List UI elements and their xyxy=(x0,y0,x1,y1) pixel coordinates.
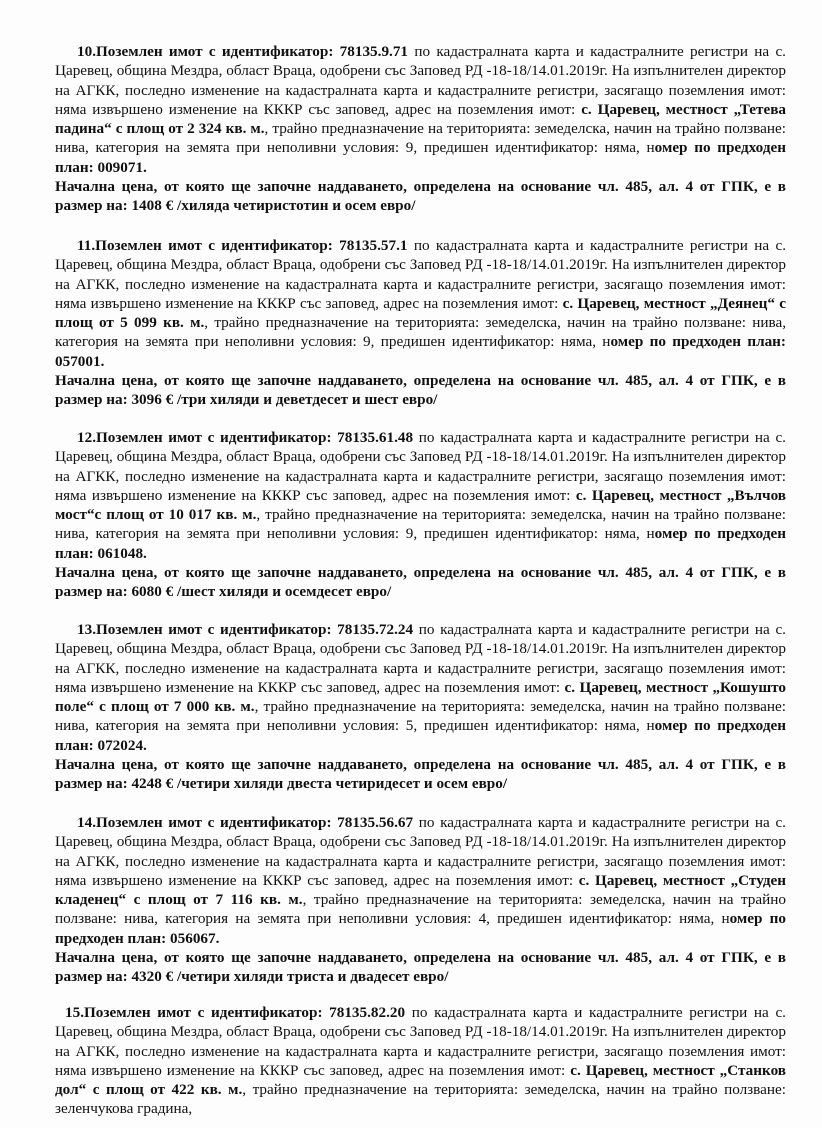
property-identifier: 12.Поземлен имот с идентификатор: 78135.61.48 xyxy=(77,429,414,446)
property-entry-15 xyxy=(55,1003,786,1119)
property-identifier: 14.Поземлен имот с идентификатор: 78135.56.67 xyxy=(77,814,414,831)
registry-text: по кадастралната карта и кадастралните регистри на с. Царевец, община Мездра, област Враца, одобрени със Заповед РД -18-18/14.01.2019г. На изпълнителен директор на АГКК, последно изменение на кадастралната карта и кадастралните регистри, засягащо поземления имот: няма извършено изменение на КККР със заповед, адрес на поземления имот: xyxy=(55,43,786,118)
previous-plan-number: омер по предходен план: 009071. xyxy=(55,139,786,176)
property-identifier: 13.Поземлен имот с идентификатор: 78135.72.24 xyxy=(77,621,414,638)
property-description xyxy=(55,813,786,948)
registry-text: по кадастралната карта и кадастралните регистри на с. Царевец, община Мездра, област Враца, одобрени със Заповед РД -18-18/14.01.2019г. На изпълнителен директор на АГКК, последно изменение на кадастралната карта и кадастралните регистри, засягащо поземления имот: няма извършено изменение на КККР със заповед, адрес на поземления имот: xyxy=(55,621,786,696)
land-use-text: , трайно предназначение на територията: земеделска, начин на трайно ползване: нива, категория на земята при неполивни условия: 9, предишен идентификатор: няма, н xyxy=(55,506,786,543)
starting-price: Начална цена, от която ще започне наддаването, определена на основание чл. 485, ал. 4 от ГПК, е в размер на: 4320 € /четири хиляди триста и двадесет евро/ xyxy=(55,949,786,986)
property-entry-12 xyxy=(55,428,786,602)
property-description xyxy=(55,428,786,563)
previous-plan-number: омер по предходен план: 057001. xyxy=(55,333,786,370)
previous-plan-number: омер по предходен план: 056067. xyxy=(55,910,786,947)
land-use-text: , трайно предназначение на територията: земеделска, начин на трайно ползване: нива, категория на земята при неполивни условия: 9, предишен идентификатор: няма, н xyxy=(55,314,787,351)
starting-price: Начална цена, от която ще започне наддаването, определена на основание чл. 485, ал. 4 от ГПК, е в размер на: 3096 € /три хиляди и деветдесет и шест евро/ xyxy=(55,372,786,409)
property-location: с. Царевец, местност „Станков дол“ с площ от 422 кв. м. xyxy=(55,1061,786,1099)
land-use-text: , трайно предназначение на територията: земеделска, начин на трайно ползване: нива, категория на земята при неполивни условия: 9, предишен идентификатор: няма, н xyxy=(55,120,786,157)
land-use-text: , трайно предназначение на територията: земеделска, начин на трайно ползване: нива, категория на земята при неполивни условия: 4, предишен идентификатор: няма, н xyxy=(55,891,786,928)
property-location: с. Царевец, местност „Студен кладенец“ с площ от 7 116 кв. м. xyxy=(55,871,787,909)
previous-plan-number: омер по предходен план: 072024. xyxy=(55,717,786,754)
property-location: с. Царевец, местност „Вълчов мост“с площ от 10 017 кв. м. xyxy=(55,486,786,524)
land-use-text: , трайно предназначение на територията: земеделска, начин на трайно ползване: нива, категория на земята при неполивни условия: 5, предишен идентификатор: няма, н xyxy=(55,698,786,735)
property-description xyxy=(55,42,786,177)
property-entry-13 xyxy=(55,620,786,794)
starting-price: Начална цена, от която ще започне наддаването, определена на основание чл. 485, ал. 4 от ГПК, е в размер на: 1408 € /хиляда четиристотин и осем евро/ xyxy=(55,178,786,215)
starting-price: Начална цена, от която ще започне наддаването, определена на основание чл. 485, ал. 4 от ГПК, е в размер на: 4248 € /четири хиляди двеста четиридесет и осем евро/ xyxy=(55,756,786,793)
registry-text: по кадастралната карта и кадастралните регистри на с. Царевец, община Мездра, област Враца, одобрени със Заповед РД -18-18/14.01.2019г. На изпълнителен директор на АГКК, последно изменение на кадастралната карта и кадастралните регистри, засягащо поземления имот: няма извършено изменение на КККР със заповед, адрес на поземления имот: xyxy=(55,429,786,504)
registry-text: по кадастралната карта и кадастралните регистри на с. Царевец, община Мездра, област Враца, одобрени със Заповед РД -18-18/14.01.2019г. На изпълнителен директор на АГКК, последно изменение на кадастралната карта и кадастралните регистри, засягащо поземления имот: няма извършено изменение на КККР със заповед, адрес на поземления имот: xyxy=(55,237,786,312)
property-description xyxy=(55,236,786,371)
property-entry-14 xyxy=(55,813,786,987)
property-location: с. Царевец, местност „Тетева падина“ с площ от 2 324 кв. м. xyxy=(55,100,786,138)
property-location: с. Царевец, местност „Кошушто поле“ с площ от 7 000 кв. м. xyxy=(55,678,786,716)
previous-plan-number: омер по предходен план: 061048. xyxy=(55,525,786,562)
property-location: с. Царевец, местност „Деянец“ с площ от 5 099 кв. м. xyxy=(55,294,787,332)
property-description xyxy=(55,1003,786,1119)
property-identifier: 15.Поземлен имот с идентификатор: 78135.82.20 xyxy=(65,1004,406,1021)
property-identifier: 10.Поземлен имот с идентификатор: 78135.9.71 xyxy=(77,43,409,60)
property-identifier: 11.Поземлен имот с идентификатор: 78135.57.1 xyxy=(77,237,408,254)
property-description xyxy=(55,620,786,755)
property-entry-10 xyxy=(55,42,786,216)
registry-text: по кадастралната карта и кадастралните регистри на с. Царевец, община Мездра, област Враца, одобрени със Заповед РД -18-18/14.01.2019г. На изпълнителен директор на АГКК, последно изменение на кадастралната карта и кадастралните регистри, засягащо поземления имот: няма извършено изменение на КККР със заповед, адрес на поземления имот: xyxy=(55,1004,786,1079)
starting-price: Начална цена, от която ще започне наддаването, определена на основание чл. 485, ал. 4 от ГПК, е в размер на: 6080 € /шест хиляди и осемдесет евро/ xyxy=(55,564,786,601)
registry-text: по кадастралната карта и кадастралните регистри на с. Царевец, община Мездра, област Враца, одобрени със Заповед РД -18-18/14.01.2019г. На изпълнителен директор на АГКК, последно изменение на кадастралната карта и кадастралните регистри, засягащо поземления имот: няма извършено изменение на КККР със заповед, адрес на поземления имот: xyxy=(55,814,786,889)
land-use-text: , трайно предназначение на територията: земеделска, начин на трайно ползване: зеленчукова градина, xyxy=(55,1081,786,1118)
property-entry-11 xyxy=(55,236,786,410)
